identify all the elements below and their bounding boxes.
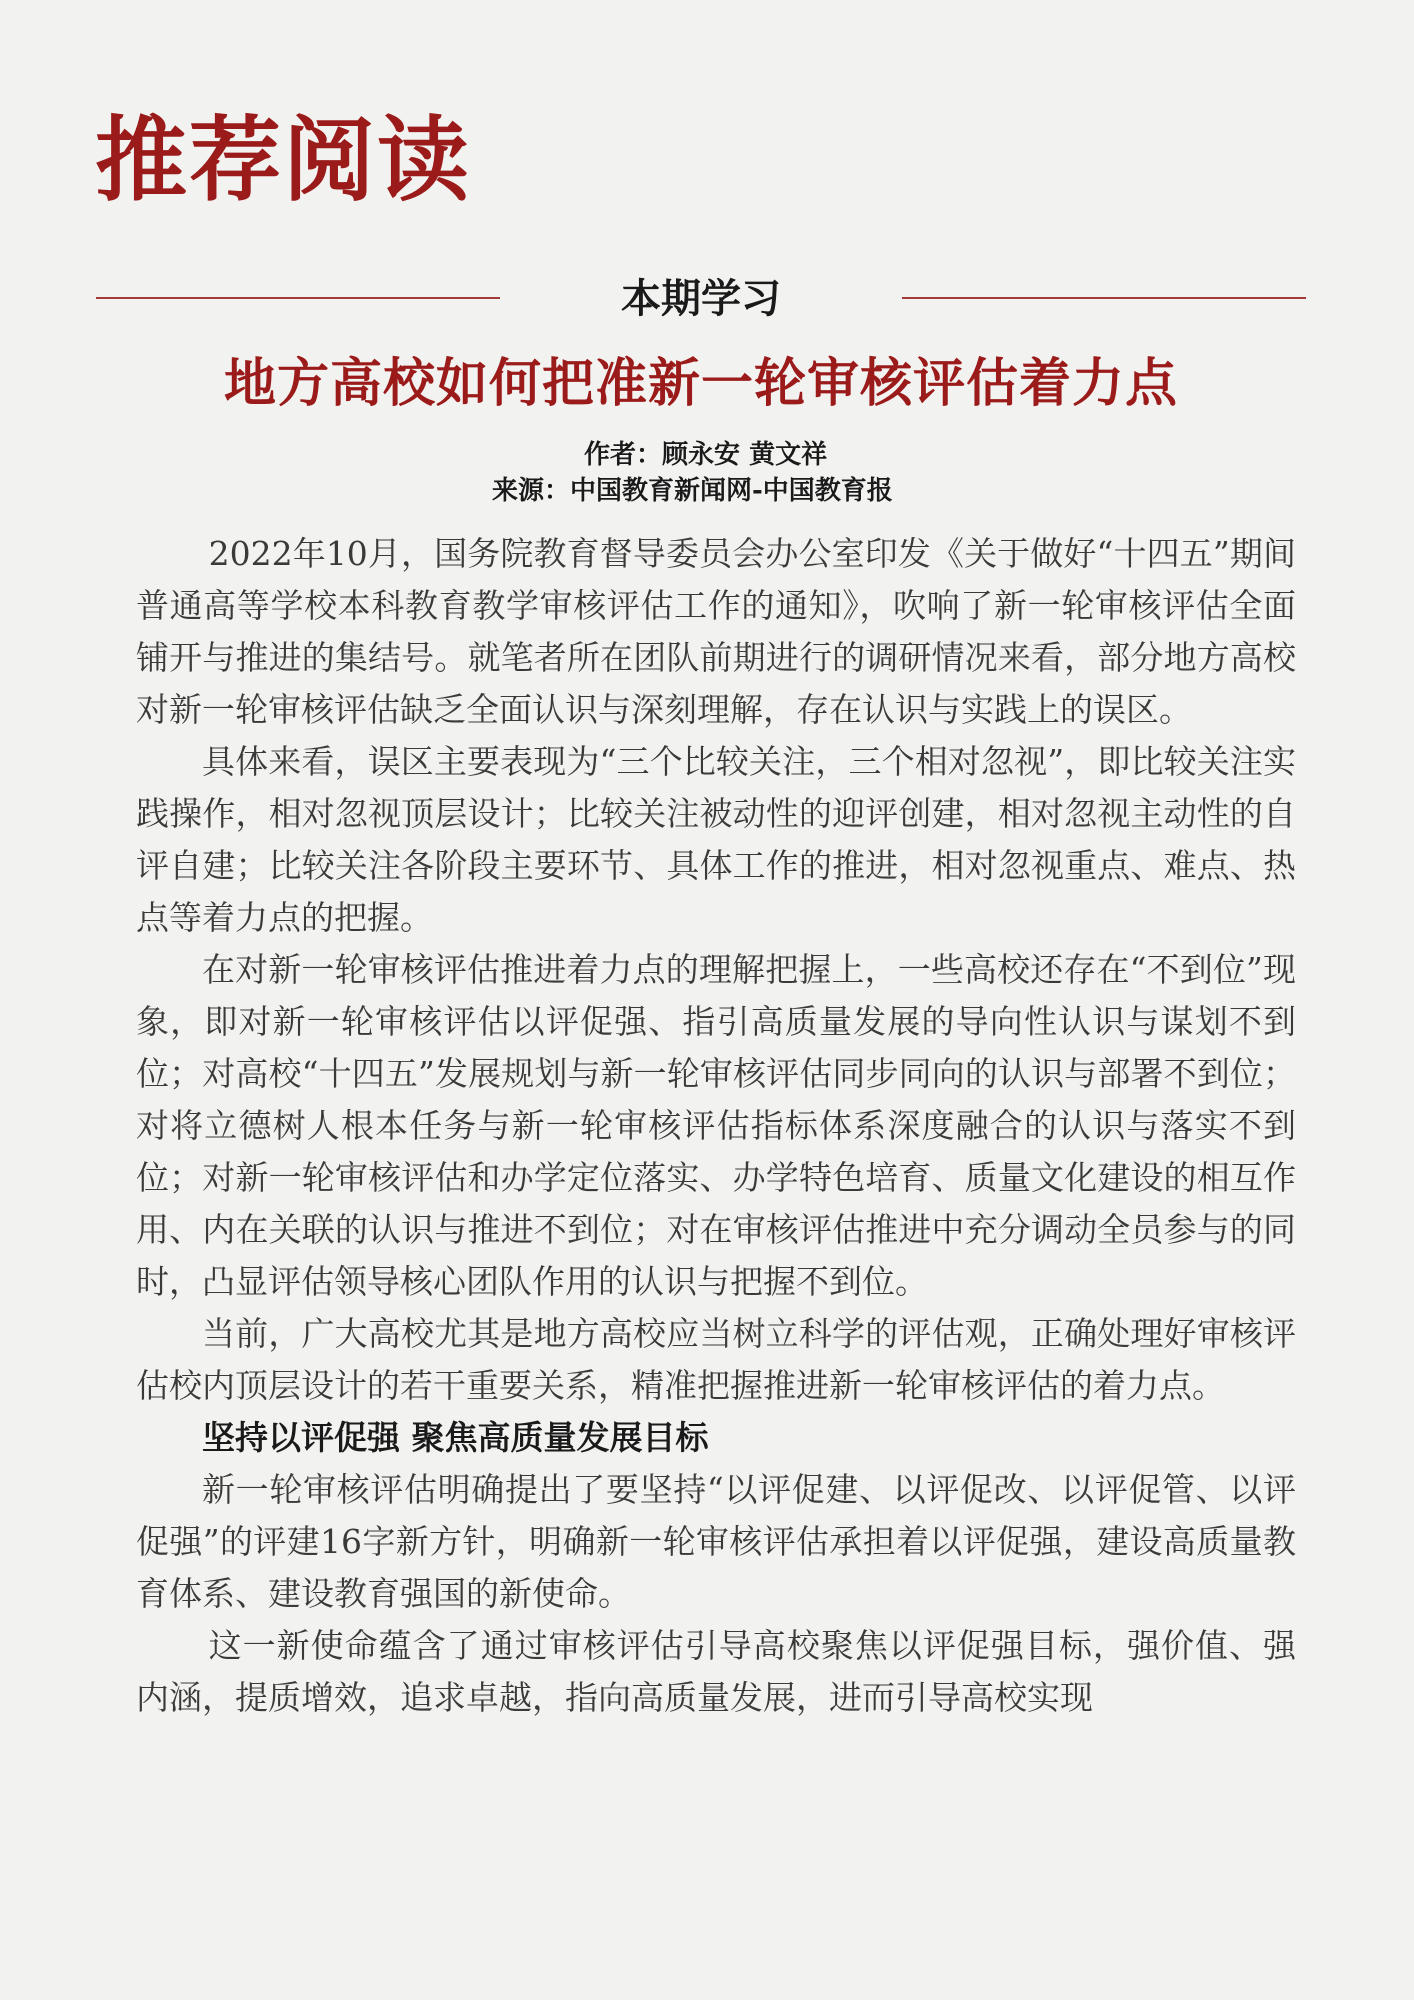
author-names: 顾永安 黄文祥: [662, 440, 828, 470]
body-paragraph: 这一新使命蕴含了通过审核评估引导高校聚焦以评促强目标，强价值、强内涵，提质增效，追求卓越，指向高质量发展，进而引导高校实现: [136, 1626, 1296, 1717]
author-label: 作者：: [584, 440, 663, 470]
body-paragraph: 新一轮审核评估明确提出了要坚持“以评促建、以评促改、以评促管、以评促强”的评建16字新方针，明确新一轮审核评估承担着以评促强，建设高质量教育体系、建设教育强国的新使命。: [136, 1470, 1296, 1613]
author-line: [584, 438, 827, 472]
section-subheading: 坚持以评促强 聚焦高质量发展目标: [202, 1418, 709, 1457]
source-name: 中国教育新闻网-中国教育报: [570, 476, 893, 506]
section-divider-left: [96, 297, 500, 299]
section-label: 本期学习: [621, 275, 781, 322]
article-body: [136, 528, 1296, 1724]
article-title: 地方高校如何把准新一轮审核评估着力点: [223, 353, 1178, 414]
body-paragraph: 具体来看，误区主要表现为“三个比较关注，三个相对忽视”，即比较关注实践操作，相对忽视顶层设计；比较关注被动性的迎评创建，相对忽视主动性的自评自建；比较关注各阶段主要环节、具体工作的推进，相对忽视重点、难点、热点等着力点的把握。: [136, 742, 1296, 937]
body-paragraph: 当前，广大高校尤其是地方高校应当树立科学的评估观，正确处理好审核评估校内顶层设计的若干重要关系，精准把握推进新一轮审核评估的着力点。: [136, 1314, 1296, 1405]
section-divider-right: [902, 297, 1306, 299]
source-line: [492, 474, 893, 508]
body-paragraph: 在对新一轮审核评估推进着力点的理解把握上，一些高校还存在“不到位”现象，即对新一轮审核评估以评促强、指引高质量发展的导向性认识与谋划不到位；对高校“十四五”发展规划与新一轮审核评估同步同向的认识与部署不到位；对将立德树人根本任务与新一轮审核评估指标体系深度融合的认识与落实不到位；对新一轮审核评估和办学定位落实、办学特色培育、质量文化建设的相互作用、内在关联的认识与推进不到位；对在审核评估推进中充分调动全员参与的同时，凸显评估领导核心团队作用的认识与把握不到位。: [136, 950, 1296, 1301]
body-paragraph: 2022年10月，国务院教育督导委员会办公室印发《关于做好“十四五”期间普通高等学校本科教育教学审核评估工作的通知》，吹响了新一轮审核评估全面铺开与推进的集结号。就笔者所在团队前期进行的调研情况来看，部分地方高校对新一轮审核评估缺乏全面认识与深刻理解，存在认识与实践上的误区。: [136, 534, 1296, 729]
source-label: 来源：: [492, 476, 571, 506]
banner-title: 推荐阅读: [95, 106, 472, 214]
